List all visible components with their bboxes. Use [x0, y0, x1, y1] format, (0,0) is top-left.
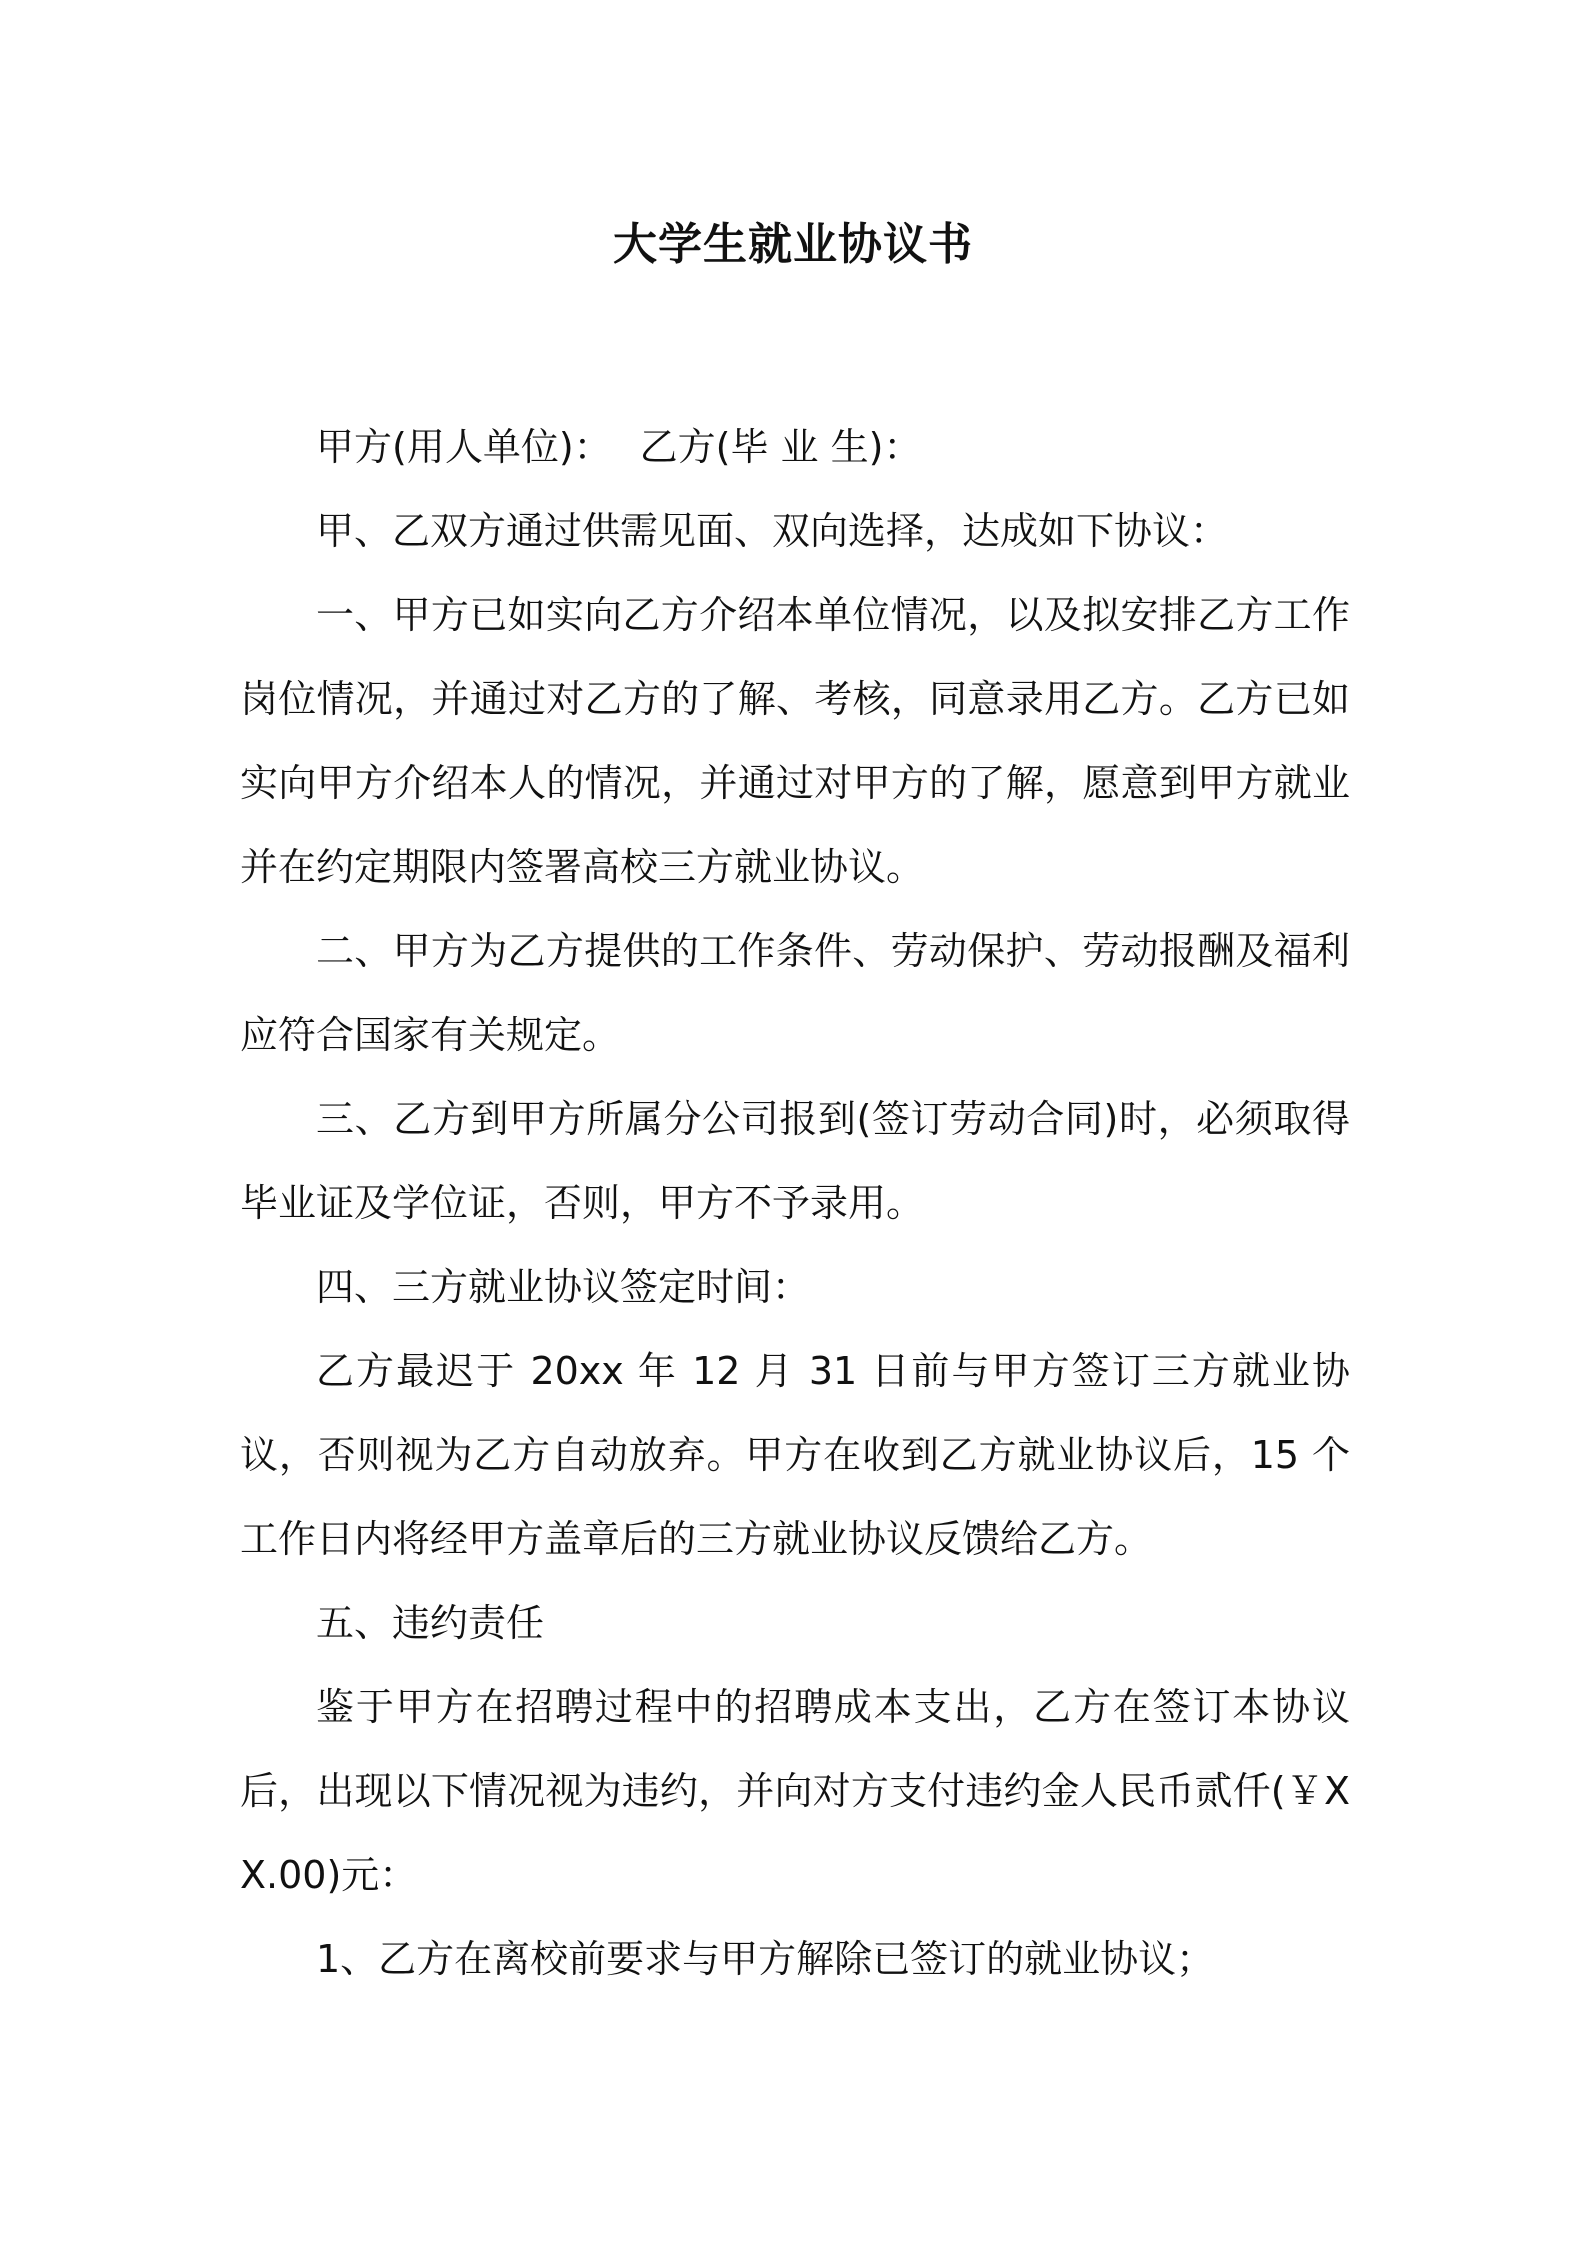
clause-4-paragraph: 乙方最迟于 20xx 年 12 月 31 日前与甲方签订三方就业协议，否则视为乙方自动放弃。甲方在收到乙方就业协议后，15 个工作日内将经甲方盖章后的三方就业协议反馈给乙方。	[240, 1349, 1350, 1561]
clause-4-heading: 四、三方就业协议签定时间：	[316, 1265, 811, 1309]
clause-2-paragraph: 二、甲方为乙方提供的工作条件、劳动保护、劳动报酬及福利应符合国家有关规定。	[240, 929, 1350, 1057]
party-b-label: 乙方(毕 业 生)：	[639, 425, 922, 469]
intro-paragraph: 甲、乙双方通过供需见面、双向选择，达成如下协议：	[316, 509, 1229, 553]
document-title: 大学生就业协议书	[613, 219, 973, 270]
clause-5-item-1: 1、乙方在离校前要求与甲方解除已签订的就业协议；	[316, 1937, 1215, 1981]
document-body	[240, 405, 1350, 2001]
clause-5-heading: 五、违约责任	[316, 1601, 545, 1645]
clause-1-paragraph: 一、甲方已如实向乙方介绍本单位情况，以及拟安排乙方工作岗位情况，并通过对乙方的了解、考核，同意录用乙方。乙方已如实向甲方介绍本人的情况，并通过对甲方的了解，愿意到甲方就业并在约定期限内签署高校三方就业协议。	[240, 593, 1350, 889]
party-a-label: 甲方(用人单位)：	[316, 425, 612, 469]
clause-5-paragraph: 鉴于甲方在招聘过程中的招聘成本支出，乙方在签订本协议后，出现以下情况视为违约，并向对方支付违约金人民币贰仟(￥XX.00)元：	[240, 1685, 1350, 1897]
clause-3-paragraph: 三、乙方到甲方所属分公司报到(签订劳动合同)时，必须取得毕业证及学位证，否则，甲方不予录用。	[240, 1097, 1350, 1225]
parties-line	[240, 405, 1350, 489]
